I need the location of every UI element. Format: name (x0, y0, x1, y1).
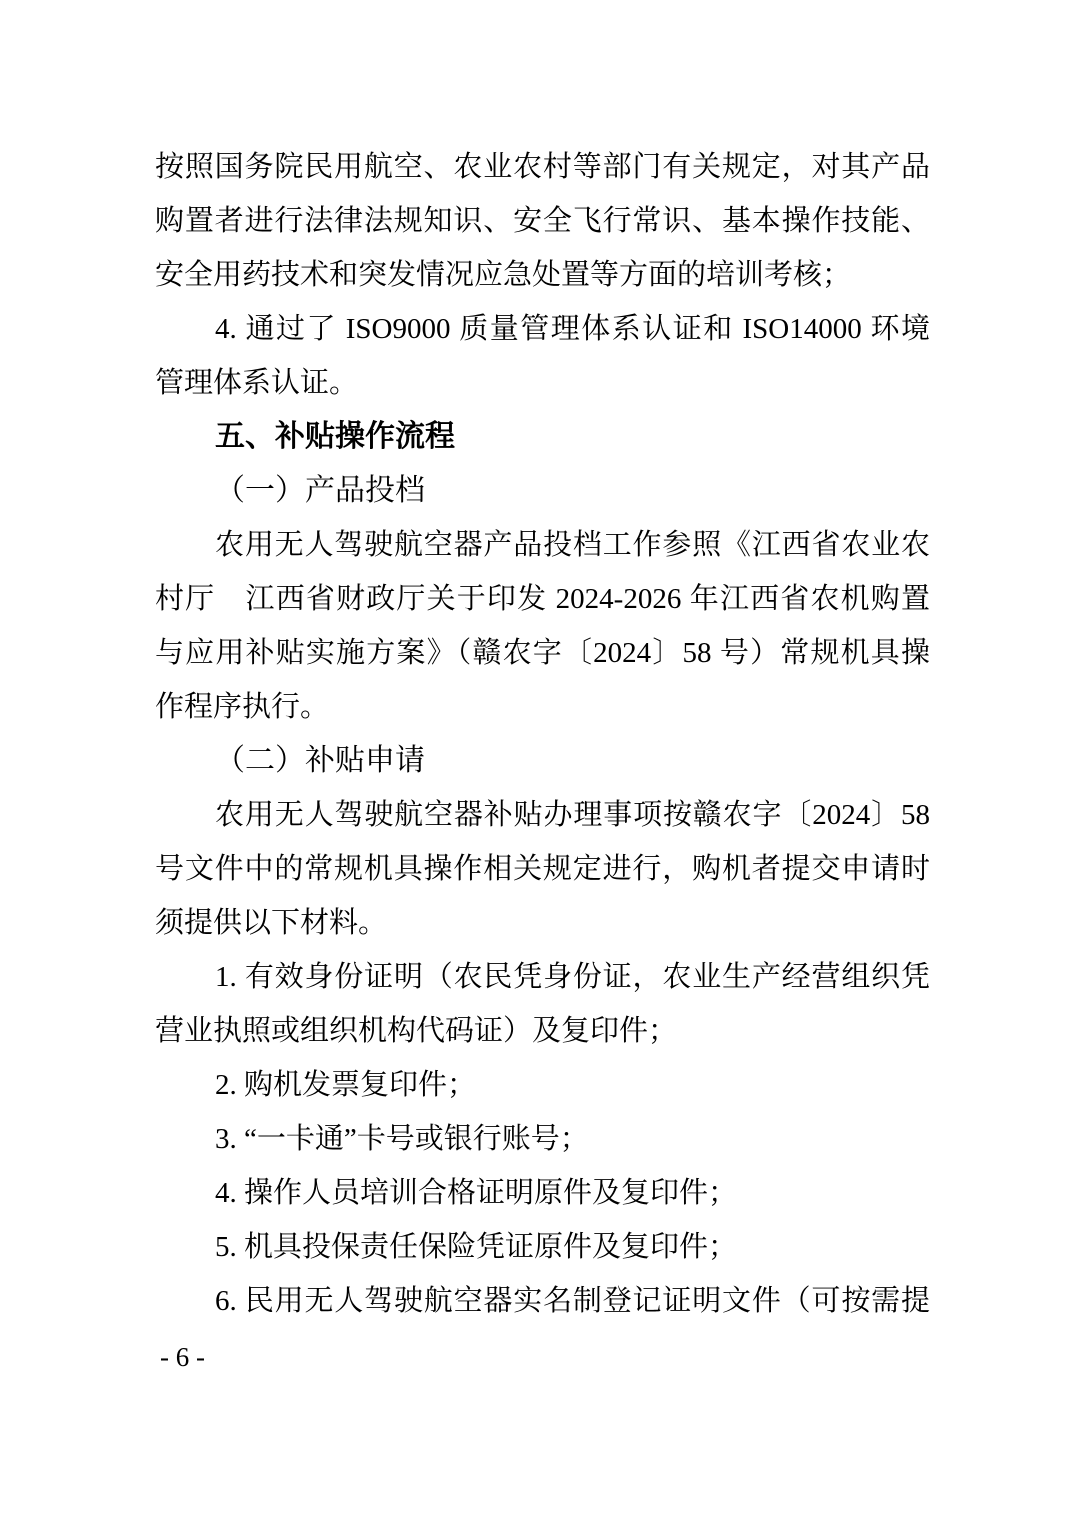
text-line: 购置者进行法律法规知识、安全飞行常识、基本操作技能、 (155, 205, 930, 237)
text-line: 与应用补贴实施方案》（赣农字〔2024〕58 号）常规机具操 (155, 637, 930, 669)
list-item: 3. “一卡通”卡号或银行账号； (215, 1123, 589, 1155)
page-number: - 6 - (160, 1342, 205, 1372)
text-line: 安全用药技术和突发情况应急处置等方面的培训考核； (155, 259, 852, 291)
text-line: 农用无人驾驶航空器产品投档工作参照《江西省农业农 (215, 529, 930, 561)
text-line: 营业执照或组织机构代码证）及复印件； (155, 1015, 678, 1047)
list-item: 4. 操作人员培训合格证明原件及复印件； (215, 1177, 738, 1209)
list-item: 5. 机具投保责任保险凭证原件及复印件； (215, 1231, 738, 1263)
text-line: 农用无人驾驶航空器补贴办理事项按赣农字〔2024〕58 (215, 799, 930, 831)
section-heading: 五、补贴操作流程 (215, 420, 455, 453)
text-line: 按照国务院民用航空、农业农村等部门有关规定，对其产品 (155, 151, 930, 183)
text-line: 作程序执行。 (155, 691, 330, 723)
text-line: 号文件中的常规机具操作相关规定进行，购机者提交申请时 (155, 853, 930, 885)
subsection-heading: （二）补贴申请 (215, 744, 425, 777)
text-line: 须提供以下材料。 (155, 907, 388, 939)
text-line: 4. 通过了 ISO9000 质量管理体系认证和 ISO14000 环境 (215, 313, 930, 345)
subsection-heading: （一）产品投档 (215, 474, 425, 507)
list-item: 2. 购机发票复印件； (215, 1069, 477, 1101)
list-item: 1. 有效身份证明（农民凭身份证，农业生产经营组织凭 (215, 961, 930, 993)
list-item: 6. 民用无人驾驶航空器实名制登记证明文件（可按需提 (215, 1285, 930, 1317)
text-line: 管理体系认证。 (155, 367, 359, 399)
text-line: 村厅 江西省财政厅关于印发 2024-2026 年江西省农机购置 (155, 583, 930, 615)
document-body (155, 140, 930, 1328)
